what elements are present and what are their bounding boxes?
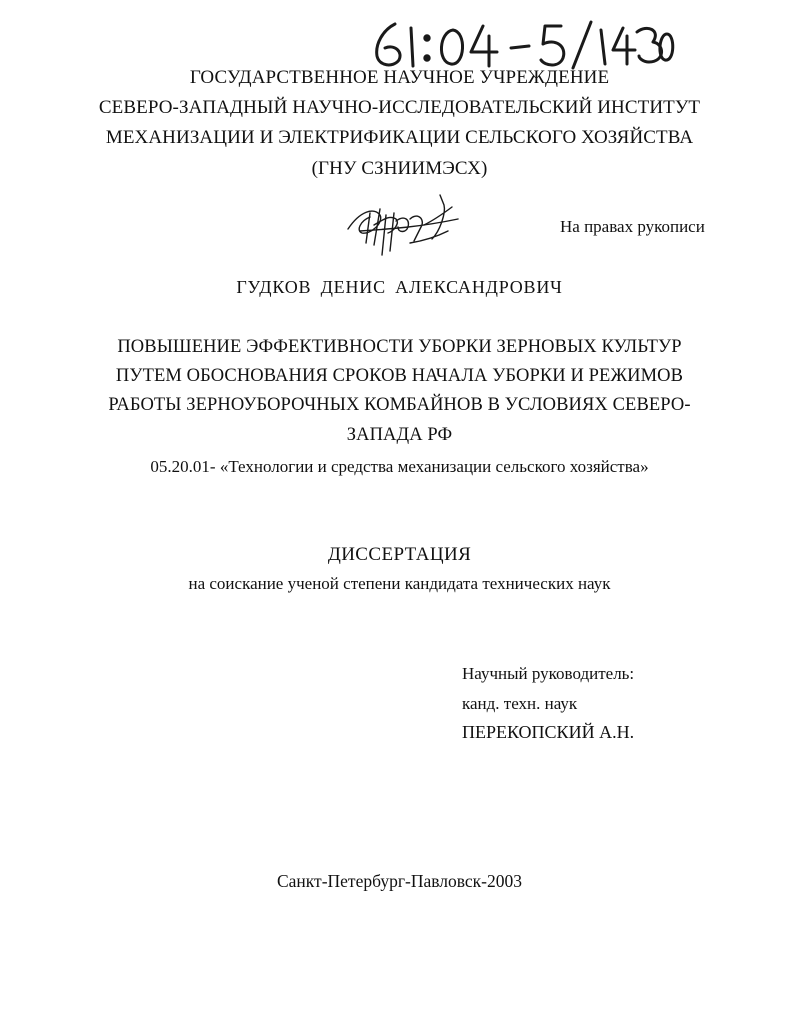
institution-line-2: СЕВЕРО-ЗАПАДНЫЙ НАУЧНО-ИССЛЕДОВАТЕЛЬСКИЙ ИНСТИТУТ xyxy=(98,97,701,118)
title-line-3: РАБОТЫ ЗЕРНОУБОРОЧНЫХ КОМБАЙНОВ В УСЛОВИЯХ СЕВЕРО- xyxy=(108,395,691,415)
author-signature xyxy=(340,185,480,265)
handwritten-number-text xyxy=(365,16,675,72)
specialty-code: 05.20.01- «Технологии и средства механизации сельского хозяйства» xyxy=(150,457,649,476)
supervisor-degree: канд. техн. наук xyxy=(462,694,578,713)
title-line-1: ПОВЫШЕНИЕ ЭФФЕКТИВНОСТИ УБОРКИ ЗЕРНОВЫХ КУЛЬТУР xyxy=(117,337,682,357)
document-type: ДИССЕРТАЦИЯ xyxy=(327,544,472,565)
supervisor-label: Научный руководитель: xyxy=(462,664,635,683)
supervisor-name: ПЕРЕКОПСКИЙ А.Н. xyxy=(462,722,635,742)
city-year: Санкт-Петербург-Павловск-2003 xyxy=(276,871,523,891)
institution-line-3: МЕХАНИЗАЦИИ И ЭЛЕКТРИФИКАЦИИ СЕЛЬСКОГО ХОЗЯЙСТВА xyxy=(105,127,694,148)
rights-notice: На правах рукописи xyxy=(560,217,705,236)
institution-line-1: ГОСУДАРСТВЕННОЕ НАУЧНОЕ УЧРЕЖДЕНИЕ xyxy=(189,67,610,88)
institution-abbreviation: (ГНУ СЗНИИМЭСХ) xyxy=(311,158,488,179)
handwritten-archive-number xyxy=(365,16,675,72)
author-name: ГУДКОВ ДЕНИС АЛЕКСАНДРОВИЧ xyxy=(236,277,563,297)
signature-drawing xyxy=(340,185,480,265)
title-line-4: ЗАПАДА РФ xyxy=(346,425,453,445)
title-line-2: ПУТЕМ ОБОСНОВАНИЯ СРОКОВ НАЧАЛА УБОРКИ И РЕЖИМОВ xyxy=(115,366,684,386)
degree-statement: на соискание ученой степени кандидата технических наук xyxy=(188,574,611,593)
